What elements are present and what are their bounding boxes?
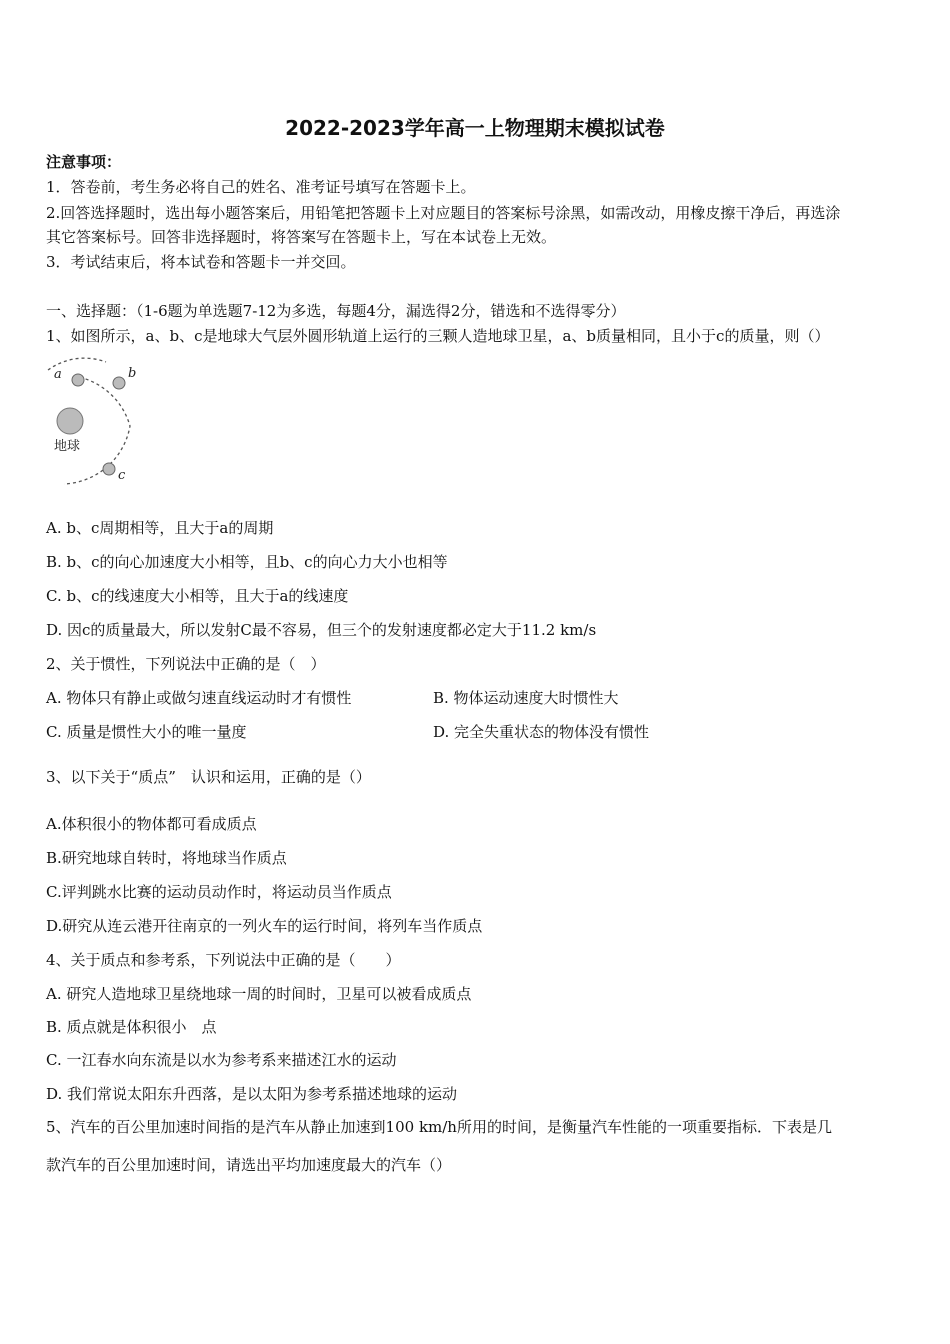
q3-stem: 3、以下关于“质点” 认识和运用，正确的是（） (46, 768, 371, 786)
notice-item-2: 2.回答选择题时，选出每小题答案后，用铅笔把答题卡上对应题目的答案标号涂黑，如需改动，用橡皮擦干净后，再选涂 (46, 204, 841, 222)
q2-stem: 2、关于惯性，下列说法中正确的是（ ） (46, 655, 326, 673)
q4-option-a: A. 研究人造地球卫星绕地球一周的时间时，卫星可以被看成质点 (46, 985, 472, 1003)
earth-circle (57, 408, 83, 434)
q2-option-b: B. 物体运动速度大时惯性大 (433, 689, 619, 707)
q3-option-c: C.评判跳水比赛的运动员动作时，将运动员当作质点 (46, 883, 392, 901)
label-a: a (54, 367, 62, 382)
q3-option-a: A.体积很小的物体都可看成质点 (46, 815, 257, 833)
q2-option-a: A. 物体只有静止或做匀速直线运动时才有惯性 (46, 689, 352, 707)
notice-item-2-cont: 其它答案标号。回答非选择题时，将答案写在答题卡上，写在本试卷上无效。 (46, 228, 557, 246)
satellite-a (72, 374, 84, 386)
label-c: c (118, 468, 126, 483)
q2-option-c: C. 质量是惯性大小的唯一量度 (46, 723, 247, 741)
section-heading: 一、选择题：（1-6题为单选题7-12为多选，每题4分，漏选得2分，错选和不选得零分） (46, 302, 626, 320)
earth-label: 地球 (54, 439, 81, 454)
q2-option-d: D. 完全失重状态的物体没有惯性 (433, 723, 650, 741)
q4-stem: 4、关于质点和参考系，下列说法中正确的是（ ） (46, 951, 401, 969)
q3-option-d: D.研究从连云港开往南京的一列火车的运行时间，将列车当作质点 (46, 917, 483, 935)
q4-option-c: C. 一江春水向东流是以水为参考系来描述江水的运动 (46, 1051, 397, 1069)
q1-option-d: D. 因c的质量最大，所以发射C最不容易，但三个的发射速度都必定大于11.2 km/s (46, 621, 597, 639)
q4-option-b: B. 质点就是体积很小 点 (46, 1018, 217, 1036)
notice-heading: 注意事项： (46, 153, 122, 171)
q1-stem: 1、如图所示，a、b、c是地球大气层外圆形轨道上运行的三颗人造地球卫星，a、b质量相同，且小于c的质量，则（） (46, 327, 830, 345)
q1-option-b: B. b、c的向心加速度大小相等，且b、c的向心力大小也相等 (46, 553, 448, 571)
q3-option-b: B.研究地球自转时，将地球当作质点 (46, 849, 287, 867)
page-title: 2022-2023学年高一上物理期末模拟试卷 (285, 116, 665, 140)
q4-option-d: D. 我们常说太阳东升西落，是以太阳为参考系描述地球的运动 (46, 1085, 458, 1103)
label-b: b (128, 366, 137, 381)
notice-item-1: 1．答卷前，考生务必将自己的姓名、准考证号填写在答题卡上。 (46, 178, 476, 196)
satellite-c (103, 463, 115, 475)
q1-option-a: A. b、c周期相等，且大于a的周期 (46, 519, 274, 537)
orbit-diagram (44, 356, 144, 488)
satellite-b (113, 377, 125, 389)
notice-item-3: 3．考试结束后，将本试卷和答题卡一并交回。 (46, 253, 356, 271)
q5-stem-line2: 款汽车的百公里加速时间，请选出平均加速度最大的汽车（） (46, 1156, 452, 1174)
q5-stem-line1: 5、汽车的百公里加速时间指的是汽车从静止加速到100 km/h所用的时间，是衡量汽车性能的一项重要指标．下表是几 (46, 1118, 832, 1136)
q1-option-c: C. b、c的线速度大小相等，且大于a的线速度 (46, 587, 349, 605)
